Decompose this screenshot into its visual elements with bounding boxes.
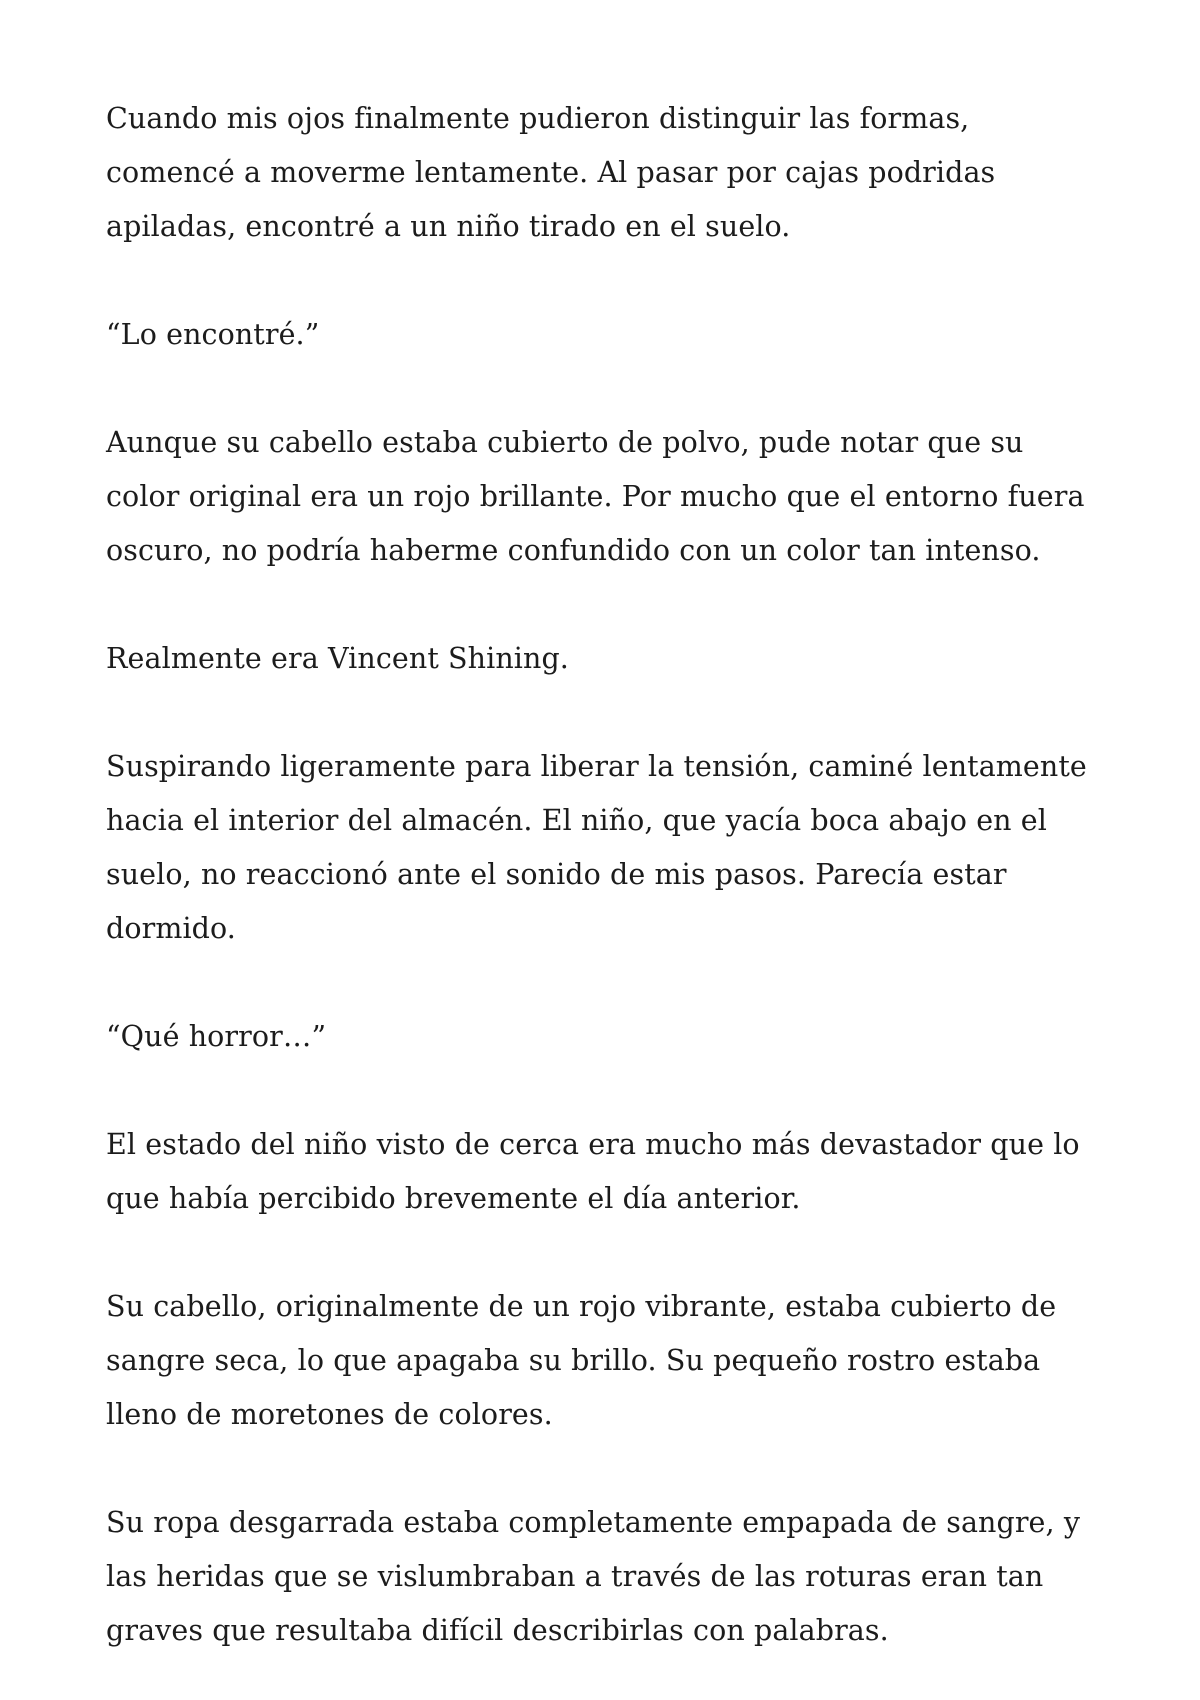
paragraph-1: Cuando mis ojos finalmente pudieron distinguir las formas, comencé a moverme lentamente. Al pasar por cajas podridas apiladas, encontré a un niño tirado en el suelo. xyxy=(106,102,996,243)
document-body xyxy=(106,92,1106,1658)
paragraph-6: “Qué horror…” xyxy=(106,1020,327,1053)
paragraph-2: “Lo encontré.” xyxy=(106,318,320,351)
paragraph-9: Su ropa desgarrada estaba completamente empapada de sangre, y las heridas que se vislumbraban a través de las roturas eran tan graves que resultaba difícil describirlas con palabras. xyxy=(106,1506,1081,1647)
paragraph-5: Suspirando ligeramente para liberar la tensión, caminé lentamente hacia el interior del almacén. El niño, que yacía boca abajo en el suelo, no reaccionó ante el sonido de mis pasos. Parecía estar dormido. xyxy=(106,750,1087,945)
paragraph-3: Aunque su cabello estaba cubierto de polvo, pude notar que su color original era un rojo brillante. Por mucho que el entorno fuera oscuro, no podría haberme confundido con un color tan intenso. xyxy=(106,426,1085,567)
paragraph-8: Su cabello, originalmente de un rojo vibrante, estaba cubierto de sangre seca, lo que apagaba su brillo. Su pequeño rostro estaba lleno de moretones de colores. xyxy=(106,1290,1057,1431)
paragraph-4: Realmente era Vincent Shining. xyxy=(106,642,569,675)
paragraph-7: El estado del niño visto de cerca era mucho más devastador que lo que había percibido brevemente el día anterior. xyxy=(106,1128,1080,1215)
